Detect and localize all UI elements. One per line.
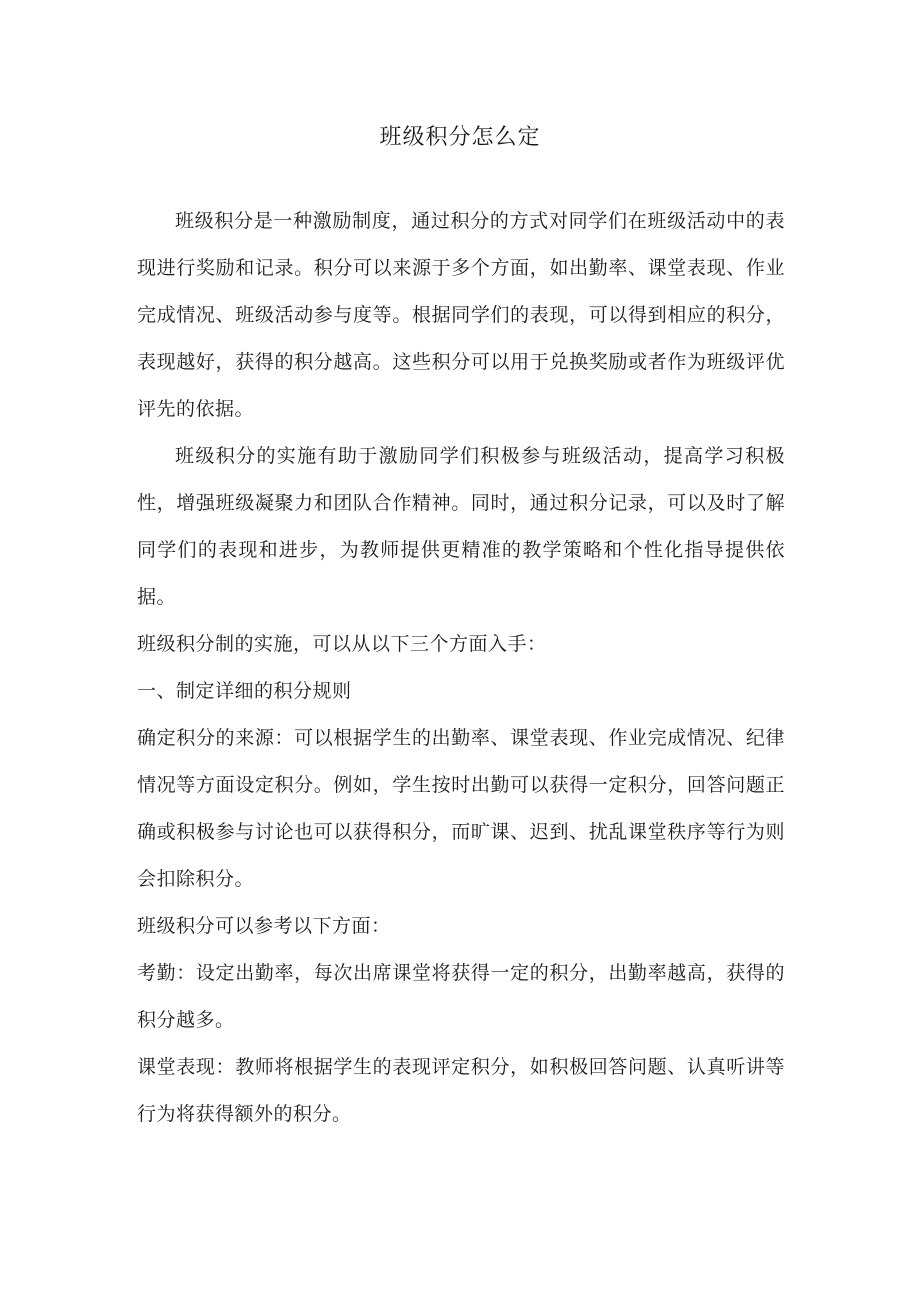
document-body (137, 198, 785, 1138)
document-title: 班级积分怎么定 (379, 125, 541, 150)
paragraph-attendance: 考勤：设定出勤率，每次出席课堂将获得一定的积分，出勤率越高，获得的积分越多。 (137, 962, 785, 1031)
paragraph-intro: 班级积分是一种激励制度，通过积分的方式对同学们在班级活动中的表现进行奖励和记录。积分可以来源于多个方面，如出勤率、课堂表现、作业完成情况、班级活动参与度等。根据同学们的表现，可以得到相应的积分，表现越好，获得的积分越高。这些积分可以用于兑换奖励或者作为班级评优评先的依据。 (137, 210, 785, 420)
section-heading-rules: 一、制定详细的积分规则 (137, 680, 352, 702)
paragraph-score-sources: 确定积分的来源：可以根据学生的出勤率、课堂表现、作业完成情况、纪律情况等方面设定积分。例如，学生按时出勤可以获得一定积分，回答问题正确或积极参与讨论也可以获得积分，而旷课、迟到、扰乱课堂秩序等行为则会扣除积分。 (137, 727, 785, 890)
paragraph-benefits: 班级积分的实施有助于激励同学们积极参与班级活动，提高学习积极性，增强班级凝聚力和团队合作精神。同时，通过积分记录，可以及时了解同学们的表现和进步，为教师提供更精准的教学策略和个性化指导提供依据。 (137, 445, 785, 608)
paragraph-implementation-lead: 班级积分制的实施，可以从以下三个方面入手： (137, 633, 547, 655)
paragraph-reference-lead: 班级积分可以参考以下方面： (137, 915, 391, 937)
paragraph-class-performance: 课堂表现：教师将根据学生的表现评定积分，如积极回答问题、认真听讲等行为将获得额外的积分。 (137, 1056, 785, 1125)
